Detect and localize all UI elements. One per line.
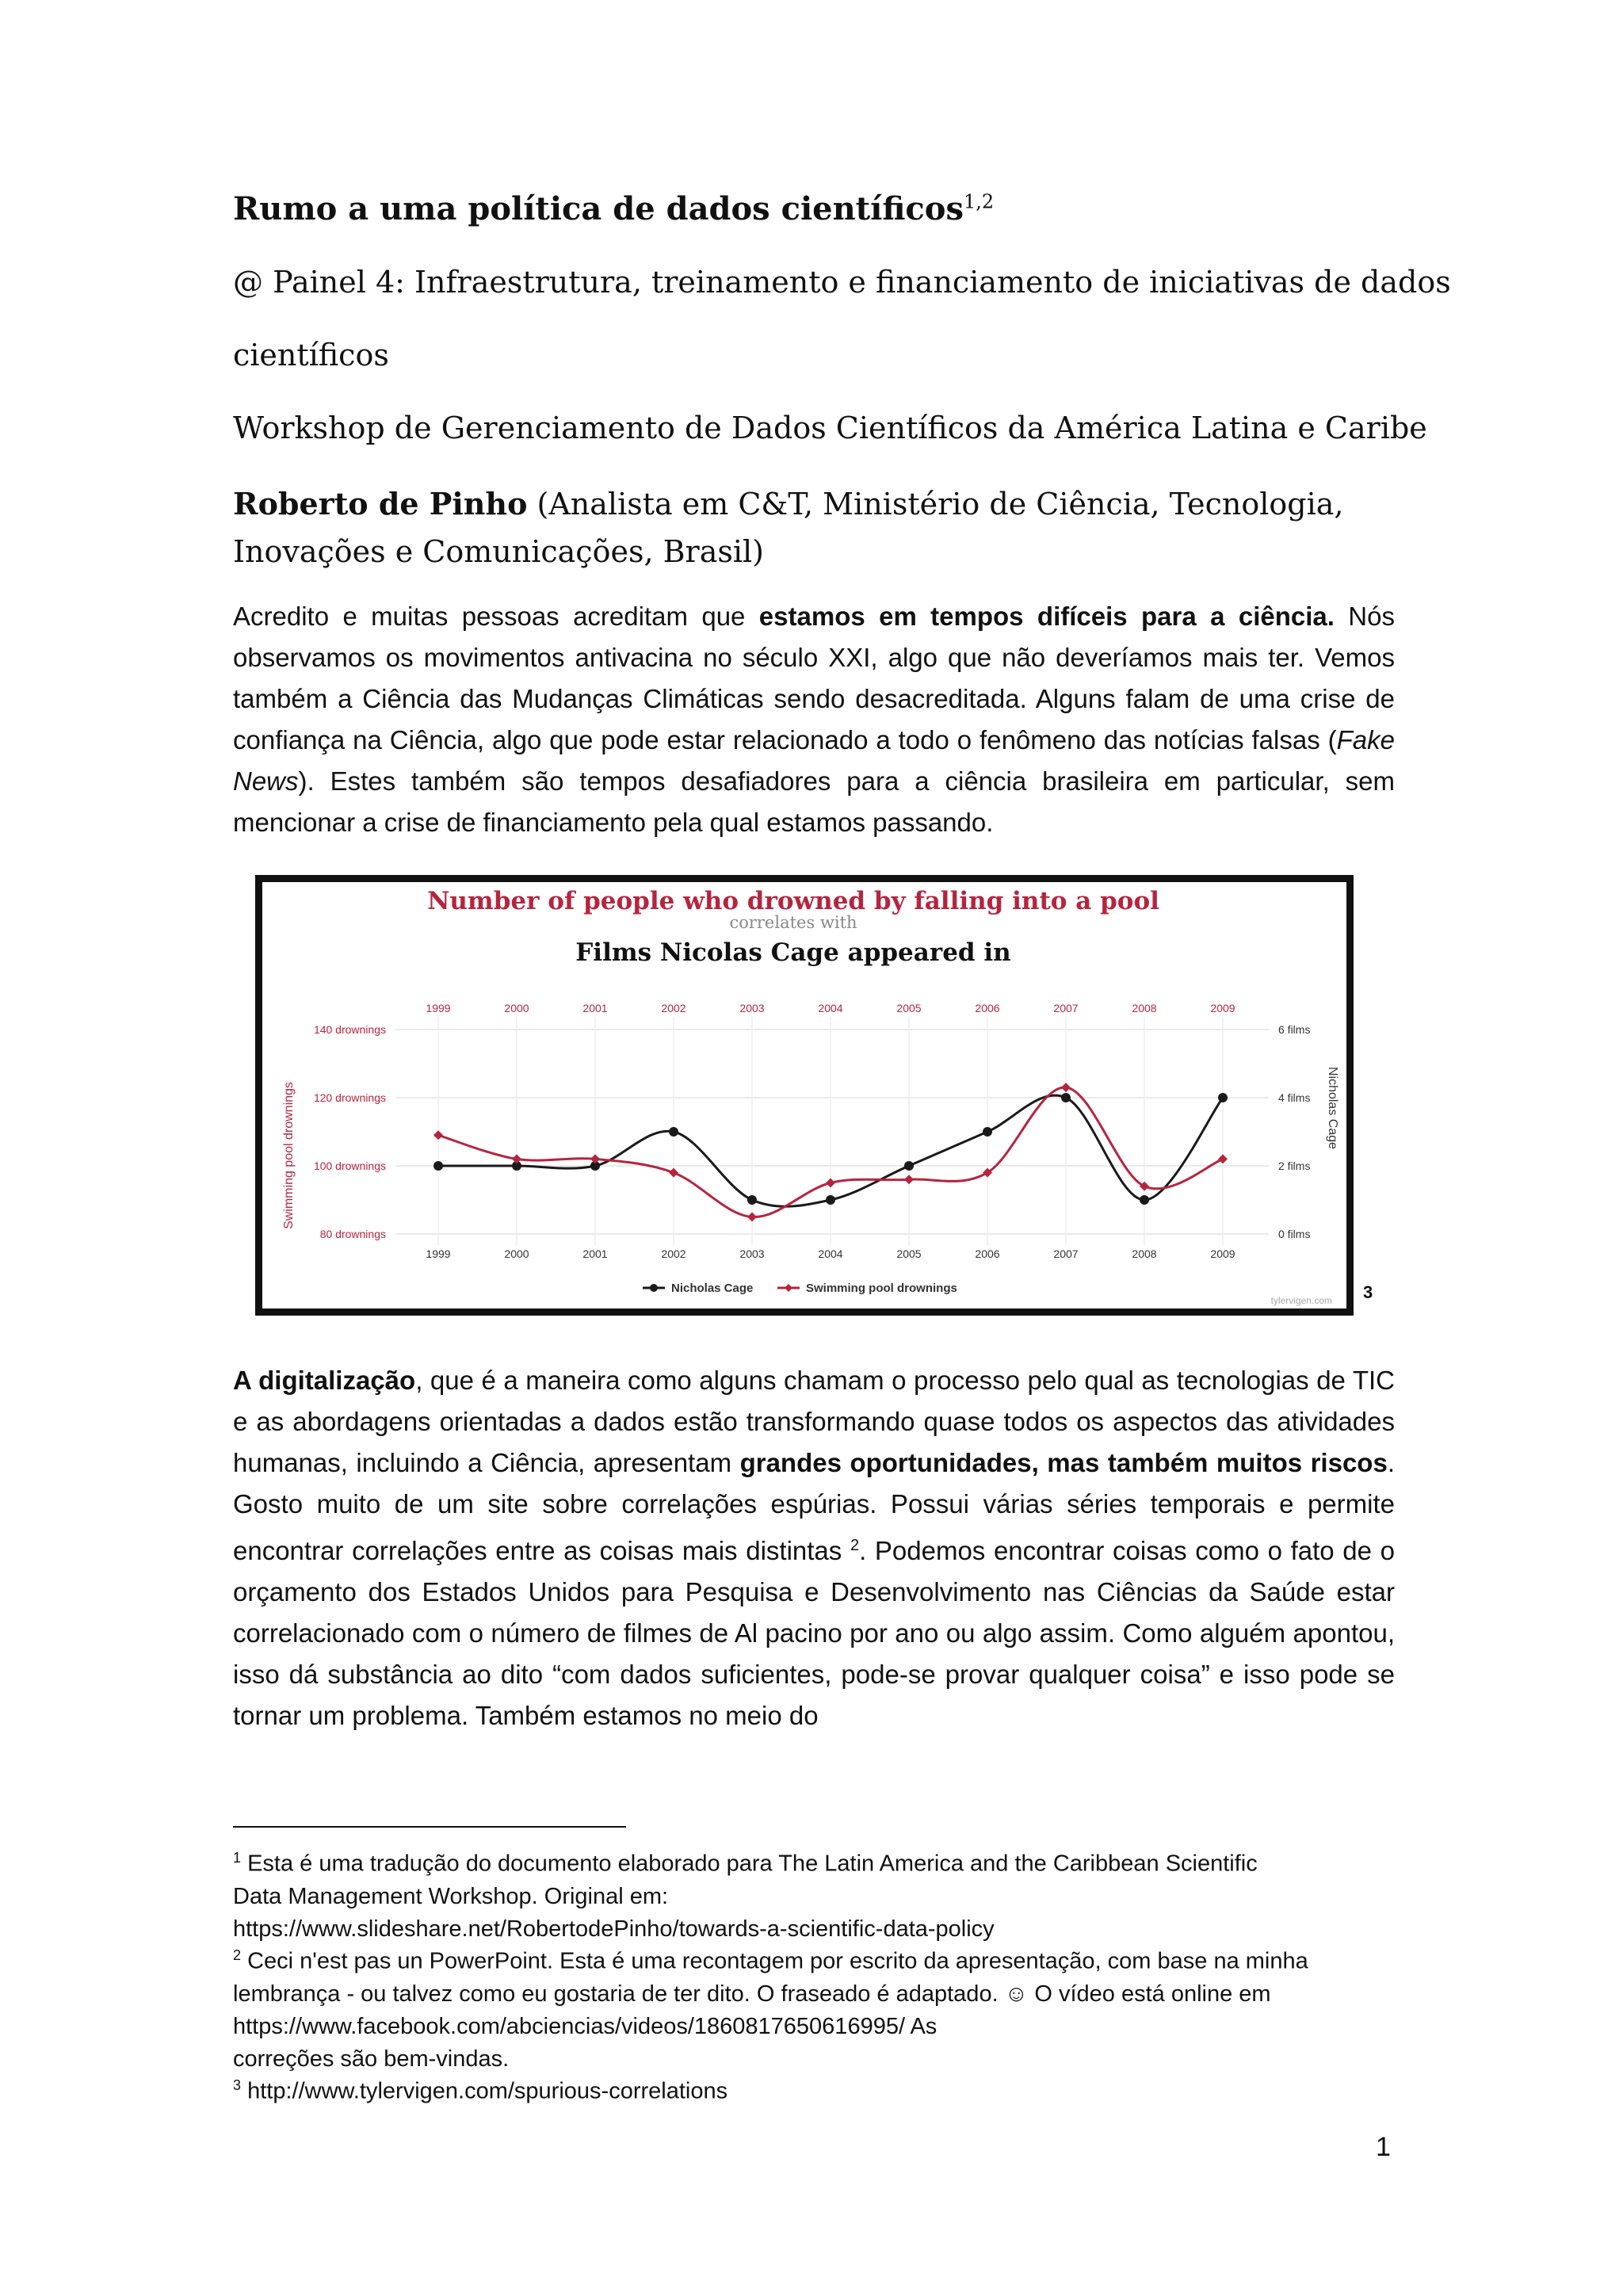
chart-svg — [262, 882, 1346, 1308]
nicholas-cage-point — [433, 1161, 443, 1171]
left-tick-label: 100 drownings — [313, 1159, 386, 1172]
bottom-year-label: 2001 — [582, 1247, 608, 1260]
author-block — [233, 480, 1395, 575]
bottom-year-label: 2007 — [1053, 1247, 1079, 1260]
chart-ticks — [314, 1002, 1311, 1260]
top-year-label: 2007 — [1053, 1002, 1079, 1014]
footnote-2: $^2$ Ceci n'est pas un PowerPoint. Esta é uma recontagem por escrito da apresentação, com base na minha lembrança - ou talvez como eu gostaria de ter dito. O fraseado é adaptado. ☺ O vídeo está online em https://www.facebook.com/abciencias/videos/1860817650616995/ As correções são bem-vindas. — [233, 1947, 1308, 2072]
right-axis-label: Nicholas Cage — [1326, 1066, 1339, 1150]
right-tick-label: 4 films — [1278, 1091, 1311, 1104]
title-footnote-refs: 1,2 — [963, 190, 995, 213]
footnote-3-link[interactable]: http://www.tylervigen.com/spurious-correlations — [247, 2078, 728, 2104]
footnote-separator — [233, 1826, 626, 1828]
nicholas-cage-point — [1140, 1195, 1149, 1205]
nicholas-cage-point — [747, 1195, 757, 1205]
chart-legend — [643, 1282, 957, 1295]
nicholas-cage-point — [669, 1127, 678, 1137]
top-year-label: 2001 — [582, 1002, 608, 1014]
bottom-year-label: 2002 — [661, 1247, 686, 1260]
footnote-1: $^1$ Esta é uma tradução do documento elaborado para The Latin America and the Caribbean Scientific Data Management Workshop. Original em: https://www.slideshare.net/RobertodePinho/towards-a-scientific-data-policy — [233, 1850, 1258, 1942]
top-year-label: 1999 — [426, 1002, 451, 1014]
top-year-label: 2006 — [975, 1002, 1000, 1014]
top-year-label: 2003 — [739, 1002, 765, 1014]
top-year-label: 2000 — [504, 1002, 529, 1014]
bottom-year-label: 2006 — [975, 1247, 1000, 1260]
panel-line-1: @ Painel 4: Infraestrutura, treinamento e financiamento de iniciativas de dados — [233, 265, 1451, 300]
drownings-point — [433, 1130, 443, 1140]
drownings-point — [590, 1154, 600, 1163]
bottom-year-label: 2000 — [504, 1247, 529, 1260]
top-year-label: 2004 — [818, 1002, 843, 1014]
footnote-3: $^3$ http://www.tylervigen.com/spurious-correlations — [233, 2077, 728, 2104]
chart-title: Number of people who drowned by falling into a pool — [427, 887, 1159, 915]
nicholas-cage-point — [904, 1161, 914, 1171]
page-number: 1 — [1376, 2132, 1391, 2162]
drownings-point — [747, 1213, 757, 1222]
nicholas-cage-point — [826, 1195, 835, 1205]
bottom-year-label: 2004 — [818, 1247, 843, 1260]
drownings-point — [904, 1175, 914, 1184]
bottom-year-label: 2005 — [896, 1247, 922, 1260]
author-affiliation: (Analista em C&T, Ministério de Ciência, Tecnologia, Inovações e Comunicações, Brasil) — [233, 487, 1344, 569]
bottom-year-label: 2008 — [1132, 1247, 1157, 1260]
left-axis-label: Swimming pool drownings — [282, 1082, 296, 1229]
bottom-year-label: 2009 — [1210, 1247, 1235, 1260]
top-year-label: 2008 — [1132, 1002, 1157, 1014]
right-tick-label: 2 films — [1278, 1159, 1311, 1172]
chart-source: tylervigen.com — [1270, 1295, 1332, 1306]
drownings-point — [512, 1154, 521, 1163]
left-tick-label: 140 drownings — [313, 1023, 386, 1036]
paragraph-2: A digitalização, que é a maneira como alguns chamam o processo pelo qual as tecnologias de TIC e as abordagens orientadas a dados estão transformando quase todos os aspectos das atividades humanas, incluindo a Ciência, apresentam grandes oportunidades, mas também muitos riscos. Gosto muito de um site sobre correlações espúrias. Possui várias séries temporais e permite encontrar correlações entre as coisas mais distintas $^2$. Podemos encontrar coisas como o fato de o orçamento dos Estados Unidos para Pesquisa e Desenvolvimento nas Ciências da Saúde estar correlacionado com o número de filmes de Al pacino por ano ou algo assim. Como alguém apontou, isso dá substância ao dito “com dados suficientes, pode-se provar qualquer coisa” e isso pode se tornar um problema. Também estamos no meio do — [233, 1366, 1396, 1730]
author-name: Roberto de Pinho — [233, 486, 528, 521]
top-year-label: 2002 — [661, 1002, 686, 1014]
right-tick-label: 6 films — [1278, 1023, 1311, 1036]
bottom-year-label: 2003 — [739, 1247, 765, 1260]
panel-line-2: científicos — [233, 338, 389, 372]
drownings-legend-label: Swimming pool drownings — [806, 1282, 957, 1295]
nicholas-cage-point — [1061, 1093, 1071, 1102]
footnote-1-link[interactable]: https://www.slideshare.net/RobertodePinho/towards-a-scientific-data-policy — [233, 1916, 995, 1942]
nicholas-cage-legend-marker — [650, 1284, 658, 1292]
paragraph-1: Acredito e muitas pessoas acreditam que estamos em tempos difíceis para a ciência. Nós observamos os movimentos antivacina no século XXI, algo que não deveríamos mais ter. Vemos também a Ciência das Mudanças Climáticas sendo desacreditada. Alguns falam de uma crise de confiança na Ciência, algo que pode estar relacionado a todo o fenômeno das notícias falsas (Fake News). Estes também são tempos desafiadores para a ciência brasileira em particular, sem mencionar a crise de financiamento pela qual estamos passando. — [233, 602, 1395, 837]
bottom-year-label: 1999 — [426, 1247, 451, 1260]
top-year-label: 2009 — [1210, 1002, 1235, 1014]
drownings-legend-marker — [785, 1284, 792, 1292]
chart-figure — [255, 875, 1354, 1316]
chart-title-2: Films Nicolas Cage appeared in — [575, 938, 1011, 967]
figure-footnote-ref: 3 — [1363, 1282, 1373, 1302]
nicholas-cage-point — [983, 1127, 992, 1137]
nicholas-cage-legend-label: Nicholas Cage — [671, 1282, 754, 1295]
left-tick-label: 80 drownings — [319, 1228, 386, 1240]
drownings-point — [1061, 1083, 1071, 1092]
nicholas-cage-point — [1218, 1093, 1228, 1102]
left-tick-label: 120 drownings — [313, 1091, 386, 1104]
chart-subtitle: correlates with — [729, 913, 857, 932]
drownings-point — [669, 1168, 678, 1178]
workshop-line: Workshop de Gerenciamento de Dados Científicos da América Latina e Caribe — [233, 411, 1427, 445]
chart-grid — [395, 1017, 1269, 1245]
footnote-2-link[interactable]: https://www.facebook.com/abciencias/videos/1860817650616995/ As — [233, 2013, 938, 2039]
document-title: Rumo a uma política de dados científicos$^{1,2}$ — [233, 190, 995, 227]
drownings-point — [826, 1179, 835, 1188]
top-year-label: 2005 — [896, 1002, 922, 1014]
drownings-point — [1218, 1154, 1228, 1163]
right-tick-label: 0 films — [1278, 1228, 1311, 1240]
